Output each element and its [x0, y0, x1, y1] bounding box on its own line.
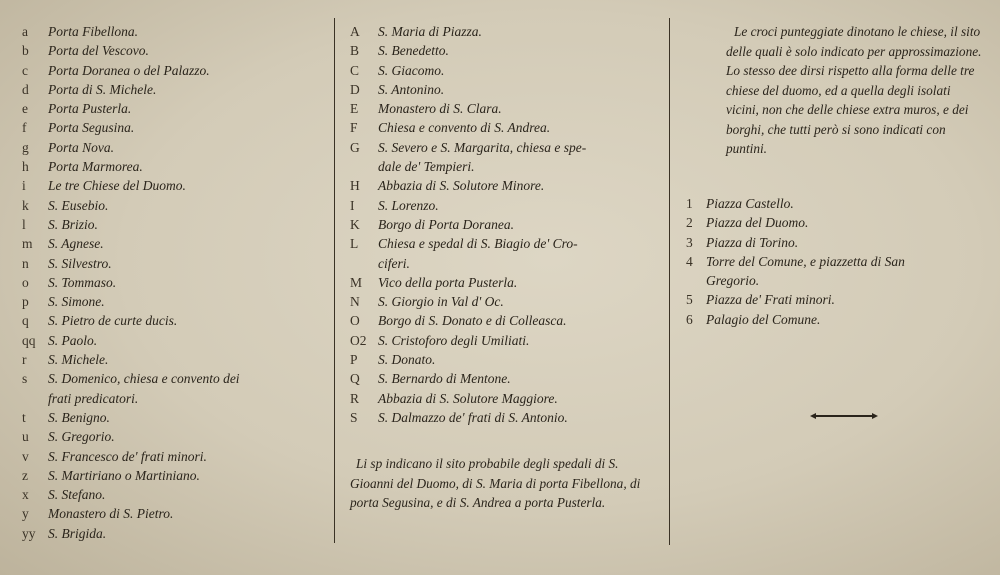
legend-column-numbers	[686, 22, 986, 327]
entry-key: z	[22, 467, 28, 483]
legend-entry	[22, 215, 322, 234]
entry-key: N	[350, 294, 360, 310]
legend-entry	[350, 234, 662, 253]
entry-key: H	[350, 178, 360, 194]
legend-entry	[22, 157, 322, 176]
entry-text: Porta Doranea o del Palazzo.	[48, 62, 210, 78]
entry-text: S. Benedetto.	[378, 43, 449, 59]
entry-text: S. Pietro de curte ducis.	[48, 313, 178, 329]
entry-key: K	[350, 216, 360, 232]
legend-entry	[686, 271, 986, 290]
legend-entry	[350, 176, 662, 195]
legend-entry	[22, 80, 322, 99]
entry-key: 5	[686, 292, 693, 308]
entry-key: 2	[686, 215, 693, 231]
entry-text: S. Brizio.	[48, 216, 98, 232]
legend-entry	[350, 22, 662, 41]
entry-text: Monastero di S. Pietro.	[48, 506, 174, 522]
entry-key: p	[22, 294, 29, 310]
entry-text: S. Dalmazzo de' frati di S. Antonio.	[378, 409, 568, 425]
entry-text: Porta di S. Michele.	[48, 81, 157, 97]
legend-entry	[22, 292, 322, 311]
entry-text: S. Gregorio.	[48, 429, 115, 445]
entry-text: Porta Nova.	[48, 139, 114, 155]
entry-key: o	[22, 274, 29, 290]
entry-text: Torre del Comune, e piazzetta di San	[706, 253, 905, 269]
entry-text: S. Giacomo.	[378, 62, 445, 78]
legend-entry	[22, 273, 322, 292]
entry-text: S. Martiriano o Martiniano.	[48, 467, 200, 483]
legend-entry	[350, 292, 662, 311]
entry-key: 3	[686, 234, 693, 250]
ornament-divider	[816, 415, 872, 417]
entry-key: c	[22, 62, 28, 78]
entry-key: y	[22, 506, 29, 522]
entry-text: S. Severo e S. Margarita, chiesa e spe-	[378, 139, 587, 155]
entry-key	[350, 254, 378, 273]
entry-key: i	[22, 178, 26, 194]
entry-key: D	[350, 81, 360, 97]
legend-entry	[350, 273, 662, 292]
column-divider	[334, 18, 335, 543]
entry-key	[22, 389, 48, 408]
legend-entry	[22, 427, 322, 446]
entry-text: Monastero di S. Clara.	[378, 101, 502, 117]
entry-key: l	[22, 216, 26, 232]
entry-key: f	[22, 120, 27, 136]
legend-entry	[350, 80, 662, 99]
entry-text: Porta Segusina.	[48, 120, 135, 136]
legend-entry	[22, 311, 322, 330]
entry-text: S. Cristoforo degli Umiliati.	[378, 332, 530, 348]
legend-entry	[350, 369, 662, 388]
entry-text: Porta del Vescovo.	[48, 43, 149, 59]
legend-entry	[22, 61, 322, 80]
entry-text: Porta Pusterla.	[48, 101, 132, 117]
legend-entry	[686, 194, 986, 213]
entry-key: I	[350, 197, 355, 213]
legend-entry	[22, 485, 322, 504]
legend-entry	[22, 22, 322, 41]
legend-entry	[22, 234, 322, 253]
entry-text: frati predicatori.	[48, 390, 139, 406]
entry-text: S. Maria di Piazza.	[378, 24, 482, 39]
legend-entry	[686, 233, 986, 252]
entry-text: S. Stefano.	[48, 487, 106, 503]
entry-text: Vico della porta Pusterla.	[378, 274, 518, 290]
entry-text: S. Francesco de' frati minori.	[48, 448, 207, 464]
legend-entry	[22, 504, 322, 523]
legend-entry	[22, 331, 322, 350]
legend-entry	[22, 447, 322, 466]
entry-text: Porta Fibellona.	[48, 24, 138, 39]
entry-text: Piazza di Torino.	[706, 234, 799, 250]
crosses-note: Le croci punteggiate dinotano le chiese, il sito delle quali è solo indicato per approssimazione. Lo stesso dee dirsi rispetto alla forma delle tre chiese del duomo, ed a quella degli isolati vicini, non che delle chiese extra muros, e dei borghi, che tutti però si sono indicati con puntini.	[726, 24, 982, 156]
entry-key	[350, 157, 378, 176]
entry-key: 6	[686, 311, 693, 327]
legend-entry	[350, 331, 662, 350]
entry-text: S. Simone.	[48, 294, 105, 310]
legend-entry	[22, 369, 322, 388]
entry-text: Piazza Castello.	[706, 196, 794, 211]
entry-key: d	[22, 81, 29, 97]
legend-entry	[22, 466, 322, 485]
entry-text: S. Tommaso.	[48, 274, 117, 290]
entry-key: 1	[686, 196, 693, 211]
entry-key: M	[350, 274, 363, 290]
entry-key: S	[350, 409, 358, 425]
entry-key: qq	[22, 332, 36, 348]
entry-text: Abbazia di S. Solutore Maggiore.	[378, 390, 558, 406]
entry-key: O	[350, 313, 360, 329]
entry-text: dale de' Tempieri.	[378, 159, 475, 175]
entry-key: g	[22, 139, 29, 155]
entry-text: Borgo di Porta Doranea.	[378, 216, 514, 232]
entry-text: Le tre Chiese del Duomo.	[48, 178, 186, 194]
entry-text: S. Lorenzo.	[378, 197, 439, 213]
entry-text: S. Donato.	[378, 352, 436, 368]
entry-text: Chiesa e spedal di S. Biagio de' Cro-	[378, 236, 578, 252]
legend-column-uppercase	[350, 22, 662, 510]
legend-entry	[350, 196, 662, 215]
entry-text: Gregorio.	[706, 273, 760, 289]
entry-key: t	[22, 409, 26, 425]
entry-text: S. Domenico, chiesa e convento dei	[48, 371, 240, 387]
column-divider	[669, 18, 670, 545]
entry-text: Chiesa e convento di S. Andrea.	[378, 120, 551, 136]
legend-entry	[686, 252, 986, 271]
legend-entry	[22, 196, 322, 215]
entry-key: R	[350, 390, 360, 406]
legend-entry	[22, 254, 322, 273]
entry-text: S. Bernardo di Mentone.	[378, 371, 511, 387]
entry-text: Abbazia di S. Solutore Minore.	[378, 178, 545, 194]
legend-entry	[350, 61, 662, 80]
legend-entry	[686, 213, 986, 232]
legend-column-lowercase	[22, 22, 322, 543]
entry-key: F	[350, 120, 358, 136]
entry-key: u	[22, 429, 29, 445]
entry-key: m	[22, 236, 33, 252]
entry-text: S. Brigida.	[48, 525, 107, 541]
entry-text: Borgo di S. Donato e di Colleasca.	[378, 313, 567, 329]
entry-key: P	[350, 352, 358, 368]
legend-entry	[22, 389, 322, 408]
entry-key: a	[22, 24, 28, 39]
legend-entry	[22, 41, 322, 60]
entry-text: Piazza de' Frati minori.	[706, 292, 835, 308]
entry-key: n	[22, 255, 29, 271]
entry-key: E	[350, 101, 359, 117]
legend-entry	[350, 118, 662, 137]
entry-text: S. Silvestro.	[48, 255, 112, 271]
entry-key: yy	[22, 525, 36, 541]
entry-key: k	[22, 197, 29, 213]
entry-key: B	[350, 43, 360, 59]
legend-entry	[22, 176, 322, 195]
entry-text: ciferi.	[378, 255, 410, 271]
entry-key: O2	[350, 332, 367, 348]
legend-entry	[350, 311, 662, 330]
legend-entry	[22, 99, 322, 118]
legend-entry	[350, 41, 662, 60]
legend-entry	[350, 138, 662, 157]
entry-key: e	[22, 101, 28, 117]
entry-text: S. Antonino.	[378, 81, 445, 97]
hospital-note: Li sp indicano il sito probabile degli spedali di S. Gioanni del Duomo, di S. Maria di porta Fibellona, di porta Segusina, e di S. Andrea a porta Pusterla.	[350, 456, 641, 510]
entry-key: x	[22, 487, 29, 503]
entry-text: S. Benigno.	[48, 409, 110, 425]
entry-text: S. Paolo.	[48, 332, 98, 348]
entry-text: S. Giorgio in Val d' Oc.	[378, 294, 504, 310]
legend-entry	[350, 389, 662, 408]
legend-entry	[350, 254, 662, 273]
entry-text: S. Agnese.	[48, 236, 104, 252]
entry-key: G	[350, 139, 360, 155]
entry-key: A	[350, 24, 360, 39]
legend-entry	[22, 524, 322, 543]
legend-entry	[22, 138, 322, 157]
entry-key: L	[350, 236, 359, 252]
entry-key: b	[22, 43, 29, 59]
legend-entry	[22, 408, 322, 427]
legend-entry	[350, 215, 662, 234]
entry-text: Palagio del Comune.	[706, 311, 821, 327]
legend-entry	[350, 157, 662, 176]
entry-key: h	[22, 159, 29, 175]
legend-entry	[350, 408, 662, 427]
entry-key: Q	[350, 371, 360, 387]
legend-entry	[686, 290, 986, 309]
entry-key	[686, 271, 706, 290]
entry-key: v	[22, 448, 29, 464]
entry-key: s	[22, 371, 28, 387]
entry-key: C	[350, 62, 360, 78]
entry-text: Piazza del Duomo.	[706, 215, 809, 231]
entry-text: S. Eusebio.	[48, 197, 109, 213]
entry-key: r	[22, 352, 27, 368]
entry-key: q	[22, 313, 29, 329]
legend-entry	[22, 350, 322, 369]
legend-entry	[350, 350, 662, 369]
entry-text: Porta Marmorea.	[48, 159, 143, 175]
entry-key: 4	[686, 253, 693, 269]
legend-entry	[22, 118, 322, 137]
legend-entry	[350, 99, 662, 118]
entry-text: S. Michele.	[48, 352, 109, 368]
legend-entry	[686, 310, 986, 329]
